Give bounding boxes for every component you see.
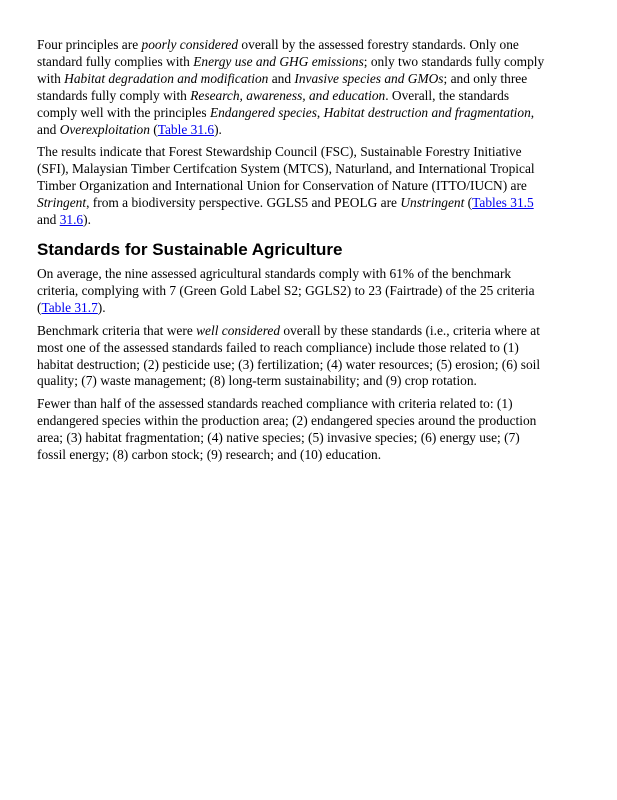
italic-text: Research, awareness, and education xyxy=(190,87,386,103)
text: quality; (7) waste management; (8) long-term sustainability; and (9) crop rotation. xyxy=(37,373,477,389)
italic-text: well considered xyxy=(196,322,281,338)
text: Four principles are xyxy=(37,37,142,52)
text: area; (3) habitat fragmentation; (4) native species; (5) invasive species; (6) energy use; (7) xyxy=(37,430,520,446)
italic-text: Invasive species and GMOs xyxy=(294,70,444,86)
text: (SFI), Malaysian Timber Certifcation System (MTCS), Naturland, and International Tropical xyxy=(37,161,535,177)
text: and xyxy=(37,212,60,228)
paragraph xyxy=(37,323,597,391)
text: comply well with the principles xyxy=(37,104,210,120)
italic-text: poorly considered xyxy=(141,37,239,52)
paragraph xyxy=(37,266,597,317)
italic-text: Stringent xyxy=(37,195,87,211)
italic-text: Habitat destruction and fragmentation xyxy=(323,104,531,120)
text: criteria, complying with 7 (Green Gold Label S2; GGLS2) to 23 (Fairtrade) of the 25 criteria xyxy=(37,282,535,298)
section-heading: Standards for Sustainable Agriculture xyxy=(37,239,343,259)
italic-text: Endangered species xyxy=(209,104,317,120)
text: , from a biodiversity perspective. GGLS5 and PEOLG are xyxy=(86,195,401,211)
text: ( xyxy=(149,121,158,137)
text: fossil energy; (8) carbon stock; (9) research; and (10) education. xyxy=(37,447,382,463)
table-reference-link[interactable]: Table 31.6 xyxy=(157,121,215,137)
text: ). xyxy=(97,299,106,315)
text: , xyxy=(316,104,324,120)
text: ( xyxy=(37,299,42,315)
table-reference-link[interactable]: Table 31.7 xyxy=(41,299,98,315)
paragraph xyxy=(37,396,597,464)
agriculture-section xyxy=(37,266,597,464)
text: ( xyxy=(464,195,473,211)
paragraph xyxy=(37,144,597,229)
italic-text: Habitat degradation and modification xyxy=(64,70,269,86)
text: overall by these standards (i.e., criteria where at xyxy=(280,322,540,338)
text: ; only two standards fully comply xyxy=(363,53,545,69)
italic-text: Overexploitation xyxy=(59,121,150,137)
text: Fewer than half of the assessed standards reached compliance with criteria related to: (1) xyxy=(37,396,513,412)
italic-text: Energy use and GHG emissions xyxy=(193,53,364,69)
forestry-section xyxy=(37,37,597,229)
table-reference-link[interactable]: Tables 31.5 xyxy=(472,195,534,211)
text: Timber Organization and International Union for Conservation of Nature (ITTO/IUCN) are xyxy=(37,178,527,194)
document-page xyxy=(37,37,597,470)
text: , xyxy=(530,104,535,120)
text: ; and only three xyxy=(443,70,528,86)
text: standards fully comply with xyxy=(37,87,191,103)
text: . Overall, the standards xyxy=(385,87,510,103)
text: ). xyxy=(214,121,222,137)
text: Benchmark criteria that were xyxy=(37,322,197,338)
paragraph xyxy=(37,37,597,138)
text: On average, the nine assessed agricultural standards comply with 61% of the benchmark xyxy=(37,265,512,281)
text: standard fully complies with xyxy=(37,53,194,69)
text: with xyxy=(37,70,65,86)
text: The results indicate that Forest Stewardship Council (FSC), Sustainable Forestry Initiative xyxy=(37,144,522,160)
table-reference-link[interactable]: 31.6 xyxy=(59,212,84,228)
text: and xyxy=(37,121,60,137)
text: ). xyxy=(83,212,91,228)
italic-text: Unstringent xyxy=(400,195,465,211)
text: most one of the assessed standards failed to reach compliance) include those related to (1) xyxy=(37,339,519,355)
text: habitat destruction; (2) pesticide use; (3) fertilization; (4) water resources; (5) erosion; (6) soil xyxy=(37,356,541,372)
text: overall by the assessed forestry standards. Only one xyxy=(238,37,519,52)
text: endangered species within the production area; (2) endangered species around the production xyxy=(37,413,537,429)
text: and xyxy=(268,70,295,86)
